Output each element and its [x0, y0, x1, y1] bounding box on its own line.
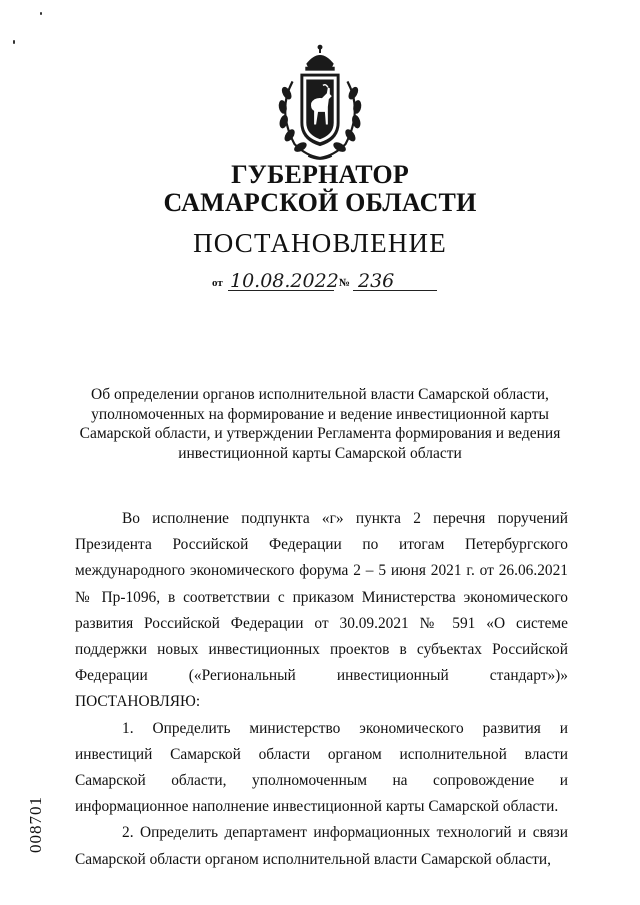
document-type: ПОСТАНОВЛЕНИЕ: [193, 228, 447, 258]
paragraph-item-2: 2. Определить департамент информационных технологий и связи Самарской области органом исполнительной власти Самарской области,: [75, 824, 568, 868]
date-value: 10.08.2022: [230, 270, 339, 292]
scan-speck: [13, 40, 15, 44]
registration-line: [212, 270, 437, 294]
issuer-title-line1: ГУБЕРНАТОР: [231, 160, 409, 189]
number-label: №: [339, 277, 351, 289]
scan-speck: [40, 12, 42, 15]
paragraph-item-1: 1. Определить министерство экономического развития и инвестиций Самарской области органом исполнительной власти Самарской области, уполномоченным на сопровождение и информационное наполнение инвестиционной карты Самарской области.: [75, 719, 568, 816]
margin-registration-stamp: 008701: [26, 796, 45, 854]
issuer-title-line2: САМАРСКОЙ ОБЛАСТИ: [163, 188, 477, 217]
coat-of-arms-icon: [271, 42, 369, 164]
document-subject: Об определении органов исполнительной власти Самарской области, уполномоченных на формирование и ведение инвестиционной карты Самарской области, и утверждении Регламента формирования и ведения инвестиционной карты Самарской области: [79, 386, 561, 462]
number-value: 236: [358, 270, 395, 292]
paragraph-preamble: Во исполнение подпункта «г» пункта 2 перечня поручений Президента Российской Федерации по итогам Петербургского международного экономического форума 2 – 5 июня 2021 г. от 26.06.2021 № Пр-1096, в соответствии с приказом Министерства экономического развития Российской Федерации от 30.09.2021 № 591 «О системе поддержки новых инвестиционных проектов в субъектах Российской Федерации («Региональный инвестиционный стандарт»)» ПОСТАНОВЛЯЮ:: [75, 510, 568, 711]
date-label: от: [212, 277, 223, 289]
document-body: [75, 506, 568, 873]
